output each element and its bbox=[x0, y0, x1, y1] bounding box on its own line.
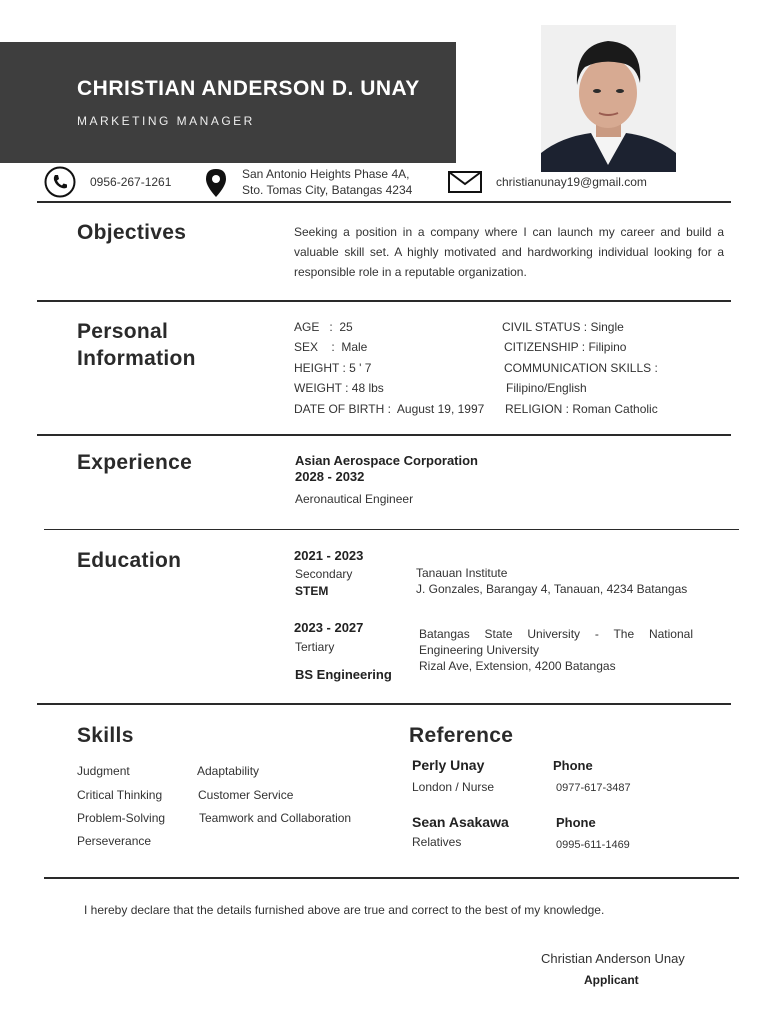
divider bbox=[37, 703, 731, 705]
job-title: MARKETING MANAGER bbox=[77, 114, 255, 128]
skill-item: Problem-Solving bbox=[77, 811, 166, 825]
phone-number: 0956-267-1261 bbox=[90, 175, 172, 189]
education-years: 2021 - 2023 bbox=[294, 548, 364, 563]
experience-company: Asian Aerospace Corporation bbox=[295, 453, 479, 468]
education-strand: BS Engineering bbox=[295, 667, 392, 682]
reference-phone-label: Phone bbox=[553, 758, 593, 773]
personal-info-heading-line-2: Information bbox=[77, 347, 196, 370]
signature-role: Applicant bbox=[584, 973, 639, 987]
divider bbox=[37, 434, 731, 436]
envelope-icon bbox=[448, 171, 482, 198]
personal-sex: SEX : Male bbox=[294, 340, 368, 355]
divider bbox=[37, 201, 731, 203]
divider bbox=[44, 877, 739, 879]
divider bbox=[37, 300, 731, 302]
skill-item: Perseverance bbox=[77, 834, 152, 848]
reference-name: Perly Unay bbox=[412, 757, 485, 773]
phone-icon bbox=[44, 166, 76, 203]
education-level: Secondary bbox=[295, 567, 353, 581]
reference-heading: Reference bbox=[409, 724, 514, 747]
personal-communication-skills: COMMUNICATION SKILLS : bbox=[504, 360, 658, 375]
education-school: Tanauan Institute bbox=[416, 566, 508, 580]
signature-name: Christian Anderson Unay bbox=[541, 951, 685, 966]
education-school: Batangas State University - The National Engineering University bbox=[419, 627, 693, 657]
divider bbox=[44, 529, 739, 530]
reference-detail: London / Nurse bbox=[412, 780, 495, 794]
education-school-address: J. Gonzales, Barangay 4, Tanauan, 4234 Batangas bbox=[416, 582, 688, 596]
email-address: christianunay19@gmail.com bbox=[496, 175, 647, 189]
objectives-heading: Objectives bbox=[77, 221, 187, 244]
education-years: 2023 - 2027 bbox=[294, 620, 364, 635]
personal-weight: WEIGHT : 48 lbs bbox=[294, 381, 384, 396]
skill-item: Judgment bbox=[77, 764, 130, 778]
personal-citizenship: CITIZENSHIP : Filipino bbox=[504, 340, 627, 355]
personal-dob: DATE OF BIRTH : August 19, 1997 bbox=[294, 401, 485, 416]
experience-position: Aeronautical Engineer bbox=[295, 492, 414, 506]
personal-religion: RELIGION : Roman Catholic bbox=[505, 401, 658, 416]
education-heading: Education bbox=[77, 549, 182, 572]
education-school-address: Rizal Ave, Extension, 4200 Batangas bbox=[419, 659, 616, 673]
skill-item: Customer Service bbox=[198, 788, 294, 802]
personal-info-heading bbox=[77, 318, 196, 372]
address-line-2: Sto. Tomas City, Batangas 4234 bbox=[242, 183, 413, 197]
objectives-text: Seeking a position in a company where I can launch my career and build a valuable skill set. A highly motivated and hardworking individual looking for a responsible role in a reputable organization. bbox=[294, 225, 724, 280]
personal-age: AGE : 25 bbox=[294, 320, 353, 334]
reference-phone: 0977-617-3487 bbox=[556, 782, 631, 794]
skills-heading: Skills bbox=[77, 724, 134, 747]
header-band bbox=[0, 42, 456, 163]
address-line-1: San Antonio Heights Phase 4A, bbox=[242, 167, 410, 181]
skill-item: Adaptability bbox=[197, 764, 260, 778]
personal-info-left bbox=[294, 317, 484, 419]
personal-height: HEIGHT : 5 ' 7 bbox=[294, 360, 372, 375]
reference-phone: 0995-611-1469 bbox=[556, 839, 630, 851]
personal-info-heading-line-1: Personal bbox=[77, 320, 169, 343]
education-level: Tertiary bbox=[295, 640, 335, 654]
profile-photo bbox=[541, 25, 676, 172]
reference-name: Sean Asakawa bbox=[412, 814, 509, 830]
experience-years: 2028 - 2032 bbox=[295, 469, 365, 484]
applicant-name: CHRISTIAN ANDERSON D. UNAY bbox=[77, 77, 420, 100]
experience-heading: Experience bbox=[77, 451, 193, 474]
reference-detail: Relatives bbox=[412, 835, 462, 849]
personal-civil-status: CIVIL STATUS : Single bbox=[502, 320, 624, 334]
skill-item: Critical Thinking bbox=[77, 788, 163, 802]
declaration-text: I hereby declare that the details furnished above are true and correct to the best of my knowledge. bbox=[84, 903, 605, 917]
personal-info-right bbox=[502, 317, 658, 419]
location-pin-icon bbox=[204, 168, 228, 203]
reference-phone-label: Phone bbox=[556, 815, 596, 830]
education-strand: STEM bbox=[295, 584, 329, 598]
skill-item: Teamwork and Collaboration bbox=[199, 811, 352, 825]
personal-languages: Filipino/English bbox=[506, 381, 587, 396]
